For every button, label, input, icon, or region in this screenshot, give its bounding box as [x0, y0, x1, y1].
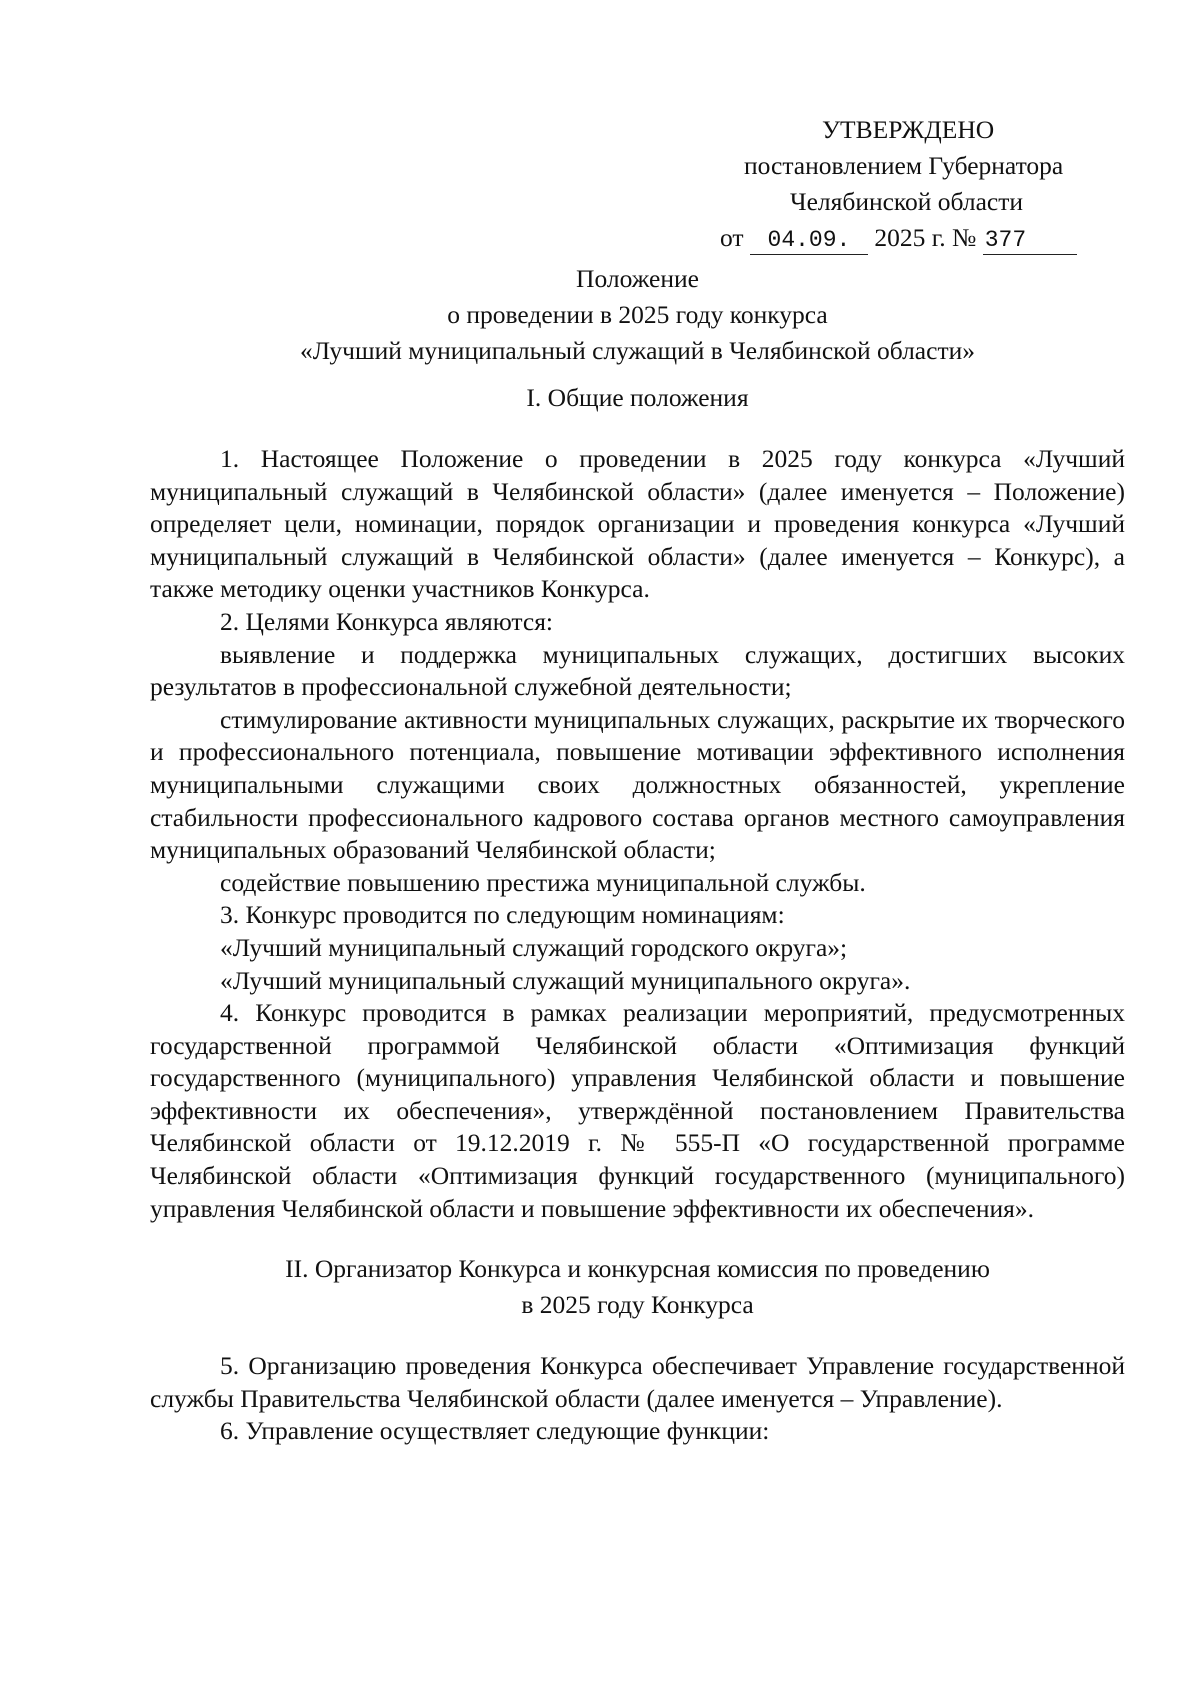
section-1-heading	[150, 380, 1125, 416]
paragraph-3b: «Лучший муниципальный служащий муниципального округа».	[220, 965, 911, 995]
title-line-3: «Лучший муниципальный служащий в Челябинской области»	[299, 336, 975, 365]
date-prefix: от	[720, 223, 744, 252]
section-1-body	[150, 443, 1125, 1225]
section-2-body	[150, 1350, 1125, 1448]
title-line-2: о проведении в 2025 году конкурса	[447, 300, 828, 329]
paragraph-2: 2. Целями Конкурса являются:	[220, 606, 554, 636]
paragraph-3a: «Лучший муниципальный служащий городского округа»;	[220, 932, 848, 962]
year-text: 2025 г. №	[874, 223, 977, 252]
paragraph-2b: стимулирование активности муниципальных служащих, раскрытие их творческого и профессионального потенциала, повышение мотивации эффективного исполнения муниципальными служащими своих должностных обязанностей, укрепление стабильности профессионального кадрового состава органов местного самоуправления муниципальных образований Челябинской области;	[150, 704, 1125, 865]
section-2-heading	[150, 1251, 1125, 1323]
section-2-heading-line-2: в 2025 году Конкурса	[521, 1290, 754, 1319]
date-field: 04.09.	[750, 226, 868, 255]
approval-heading: УТВЕРЖДЕНО	[822, 115, 995, 144]
paragraph-2c: содействие повышению престижа муниципальной службы.	[220, 867, 866, 897]
number-field: 377	[983, 226, 1077, 255]
approval-authority: постановлением Губернатора	[744, 151, 1064, 180]
paragraph-6: 6. Управление осуществляет следующие функции:	[220, 1416, 770, 1446]
document-title	[150, 261, 1125, 369]
section-1-heading-text: I. Общие положения	[526, 383, 749, 412]
approval-stamp	[720, 112, 1130, 256]
section-2-heading-line-1: II. Организатор Конкурса и конкурсная комиссия по проведению	[285, 1254, 990, 1283]
approval-date-line	[720, 220, 1130, 256]
approval-region: Челябинской области	[790, 187, 1024, 216]
paragraph-5: 5. Организацию проведения Конкурса обеспечивает Управление государственной службы Правительства Челябинской области (далее именуется – Управление).	[150, 1351, 1125, 1413]
paragraph-1: 1. Настоящее Положение о проведении в 2025 году конкурса «Лучший муниципальный служащий в Челябинской области» (далее именуется – Положение) определяет цели, номинации, порядок организации и проведения конкурса «Лучший муниципальный служащий в Челябинской области» (далее именуется – Конкурс), а также методику оценки участников Конкурса.	[150, 444, 1125, 604]
paragraph-4: 4. Конкурс проводится в рамках реализации мероприятий, предусмотренных государственной программой Челябинской области «Оптимизация функций государственного (муниципального) управления Челябинской области и повышение эффективности их обеспечения», утверждённой постановлением Правительства Челябинской области от 19.12.2019 г. № 555-П «О государственной программе Челябинской области «Оптимизация функций государственного (муниципального) управления Челябинской области и повышение эффективности их обеспечения».	[150, 998, 1125, 1223]
paragraph-2a: выявление и поддержка муниципальных служащих, достигших высоких результатов в профессиональной служебной деятельности;	[150, 639, 1125, 702]
paragraph-3: 3. Конкурс проводится по следующим номинациям:	[220, 900, 785, 930]
title-line-1: Положение	[576, 264, 699, 293]
